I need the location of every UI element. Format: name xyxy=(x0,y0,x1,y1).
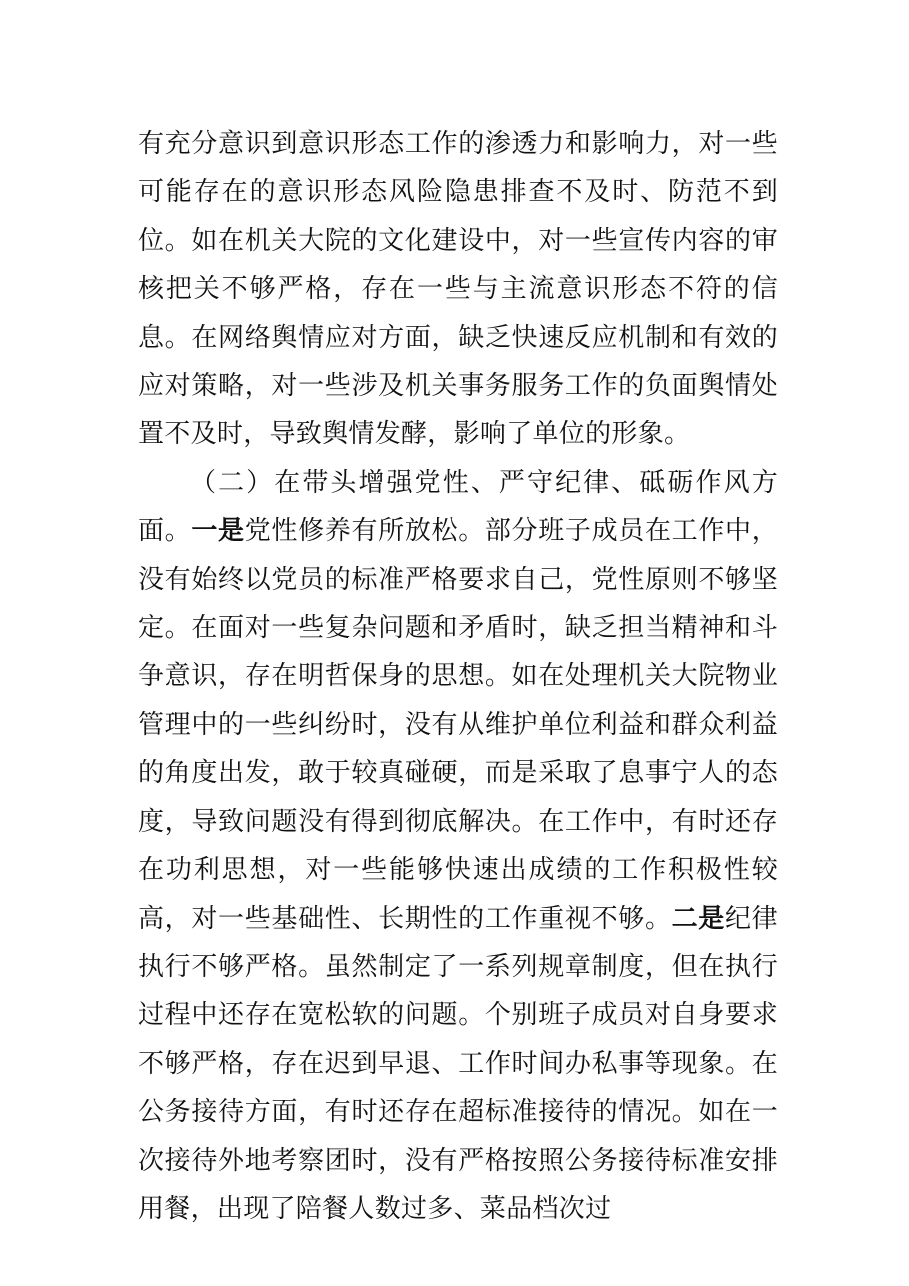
paragraph-1-text: 有充分意识到意识形态工作的渗透力和影响力，对一些可能存在的意识形态风险隐患排查不及时、防范不到位。如在机关大院的文化建设中，对一些宣传内容的审核把关不够严格，存在一些与主流意识形态不符的信息。在网络舆情应对方面，缺乏快速反应机制和有效的应对策略，对一些涉及机关事务服务工作的负面舆情处置不及时，导致舆情发酵，影响了单位的形象。 xyxy=(138,129,778,450)
point-one-lead: 一是 xyxy=(191,516,245,547)
point-one-text: 党性修养有所放松。部分班子成员在工作中，没有始终以党员的标准严格要求自己，党性原则不够坚定。在面对一些复杂问题和矛盾时，缺乏担当精神和斗争意识，存在明哲保身的思想。如在处理机关大院物业管理中的一些纠纷时，没有从维护单位利益和群众利益的角度出发，敢于较真碰硬，而是采取了息事宁人的态度，导致问题没有得到彻底解决。在工作中，有时还存在功利思想，对一些能够快速出成绩的工作积极性较高，对一些基础性、长期性的工作重视不够。 xyxy=(138,516,778,934)
document-body xyxy=(138,120,778,1233)
paragraph-continuation xyxy=(138,120,778,459)
paragraph-section-two xyxy=(138,459,778,1234)
point-two-lead: 二是 xyxy=(671,903,725,934)
point-two-text: 纪律执行不够严格。虽然制定了一系列规章制度，但在执行过程中还存在宽松软的问题。个别班子成员对自身要求不够严格，存在迟到早退、工作时间办私事等现象。在公务接待方面，有时还存在超标准接待的情况。如在一次接待外地考察团时，没有严格按照公务接待标准安排用餐，出现了陪餐人数过多、菜品档次过 xyxy=(138,903,778,1224)
section-heading: （二）在带头增强党性、严守纪律、砥砺作风方面。 xyxy=(138,467,778,547)
